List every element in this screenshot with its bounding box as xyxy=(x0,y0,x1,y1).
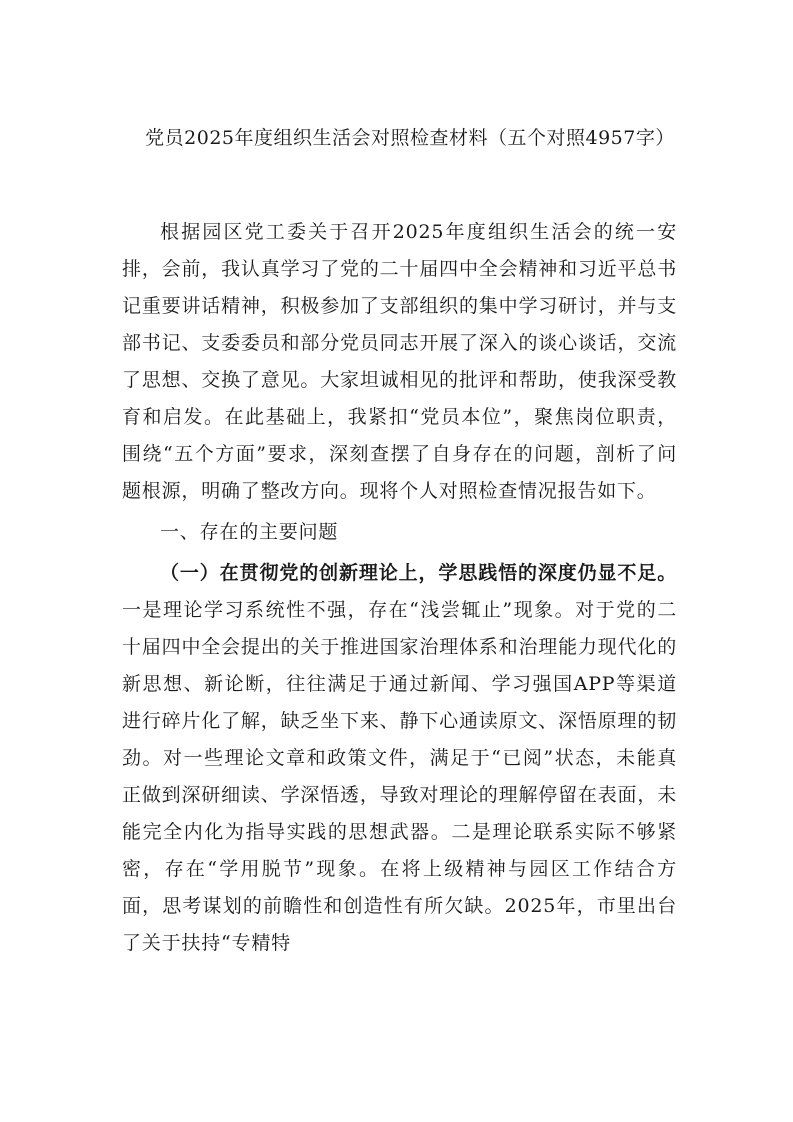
problem-item-1 xyxy=(122,555,677,962)
problem-item-1-body: 一是理论学习系统性不强，存在“浅尝辄止”现象。对于党的二十届四中全会提出的关于推进国家治理体系和治理能力现代化的新思想、新论断，往往满足于通过新闻、学习强国APP等渠道进行碎片化了解，缺乏坐下来、静下心通读原文、深悟原理的韧劲。对一些理论文章和政策文件，满足于“已阅”状态，未能真正做到深研细读、学深悟透，导致对理论的理解停留在表面，未能完全内化为指导实践的思想武器。二是理论联系实际不够紧密，存在“学用脱节”现象。在将上级精神与园区工作结合方面，思考谋划的前瞻性和创造性有所欠缺。2025年，市里出台了关于扶持“专精特 xyxy=(122,599,677,954)
intro-paragraph: 根据园区党工委关于召开2025年度组织生活会的统一安排，会前，我认真学习了党的二十届四中全会精神和习近平总书记重要讲话精神，积极参加了支部组织的集中学习研讨，并与支部书记、支委委员和部分党员同志开展了深入的谈心谈话，交流了思想、交换了意见。大家坦诚相见的批评和帮助，使我深受教育和启发。在此基础上，我紧扣“党员本位”，聚焦岗位职责，围绕“五个方面”要求，深刻查摆了自身存在的问题，剖析了问题根源，明确了整改方向。现将个人对照检查情况报告如下。 xyxy=(122,221,677,502)
problem-item-1-lead: （一）在贯彻党的创新理论上，学思践悟的深度仍显不足。 xyxy=(160,562,677,584)
document-title: 党员2025年度组织生活会对照检查材料（五个对照4957字） xyxy=(145,127,675,149)
section-heading-problems: 一、存在的主要问题 xyxy=(160,521,339,543)
document-body xyxy=(122,214,677,962)
